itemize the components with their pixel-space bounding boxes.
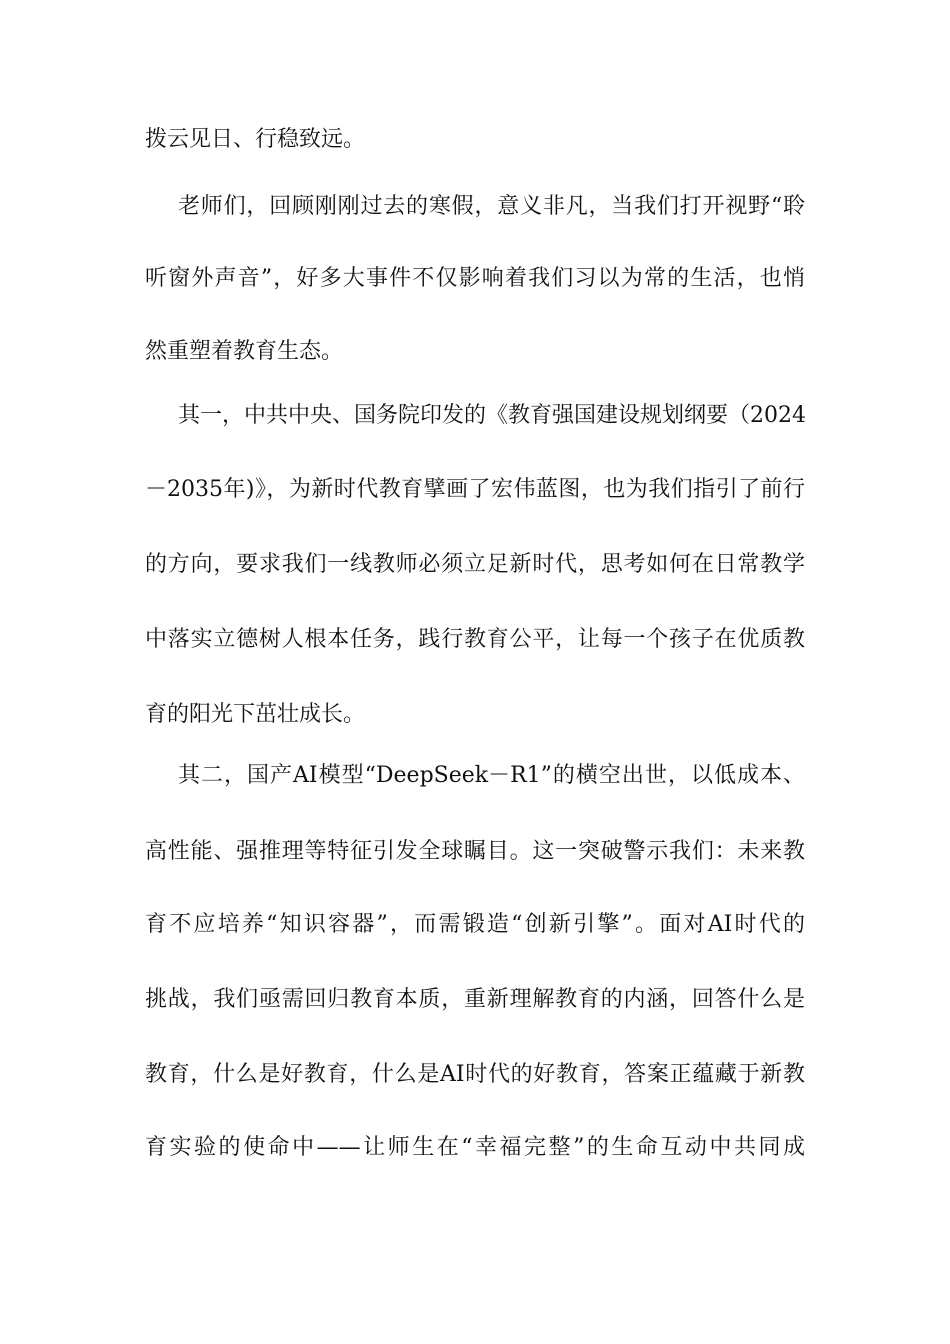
text-line: 挑战，我们亟需回归教育本质，重新理解教育的内涵，回答什么是: [145, 987, 805, 1012]
paragraph-start-line: 老师们，回顾刚刚过去的寒假，意义非凡，当我们打开视野“聆: [178, 194, 805, 219]
paragraph-start-line: 其二，国产AI模型“DeepSeek－R1”的横空出世，以低成本、: [178, 763, 805, 788]
text-line: 的方向，要求我们一线教师必须立足新时代，思考如何在日常教学: [145, 552, 805, 577]
text-line: 拨云见日、行稳致远。: [145, 127, 366, 152]
paragraph-start-line: 其一，中共中央、国务院印发的《教育强国建设规划纲要（2024: [178, 403, 806, 428]
text-line: 然重塑着教育生态。: [145, 339, 344, 364]
text-line: 高性能、强推理等特征引发全球瞩目。这一突破警示我们：未来教: [145, 839, 805, 864]
text-line: 育不应培养“知识容器”，而需锻造“创新引擎”。面对AI时代的: [145, 912, 805, 937]
text-line: 育的阳光下茁壮成长。: [145, 702, 366, 727]
text-line: 教育，什么是好教育，什么是AI时代的好教育，答案正蕴藏于新教: [145, 1062, 805, 1087]
text-line: 育实验的使命中——让师生在“幸福完整”的生命互动中共同成: [145, 1135, 805, 1160]
text-line: －2035年)》，为新时代教育擘画了宏伟蓝图，也为我们指引了前行: [145, 477, 805, 502]
text-line: 中落实立德树人根本任务，践行教育公平，让每一个孩子在优质教: [145, 627, 805, 652]
text-line: 听窗外声音”，好多大事件不仅影响着我们习以为常的生活，也悄: [145, 266, 805, 291]
